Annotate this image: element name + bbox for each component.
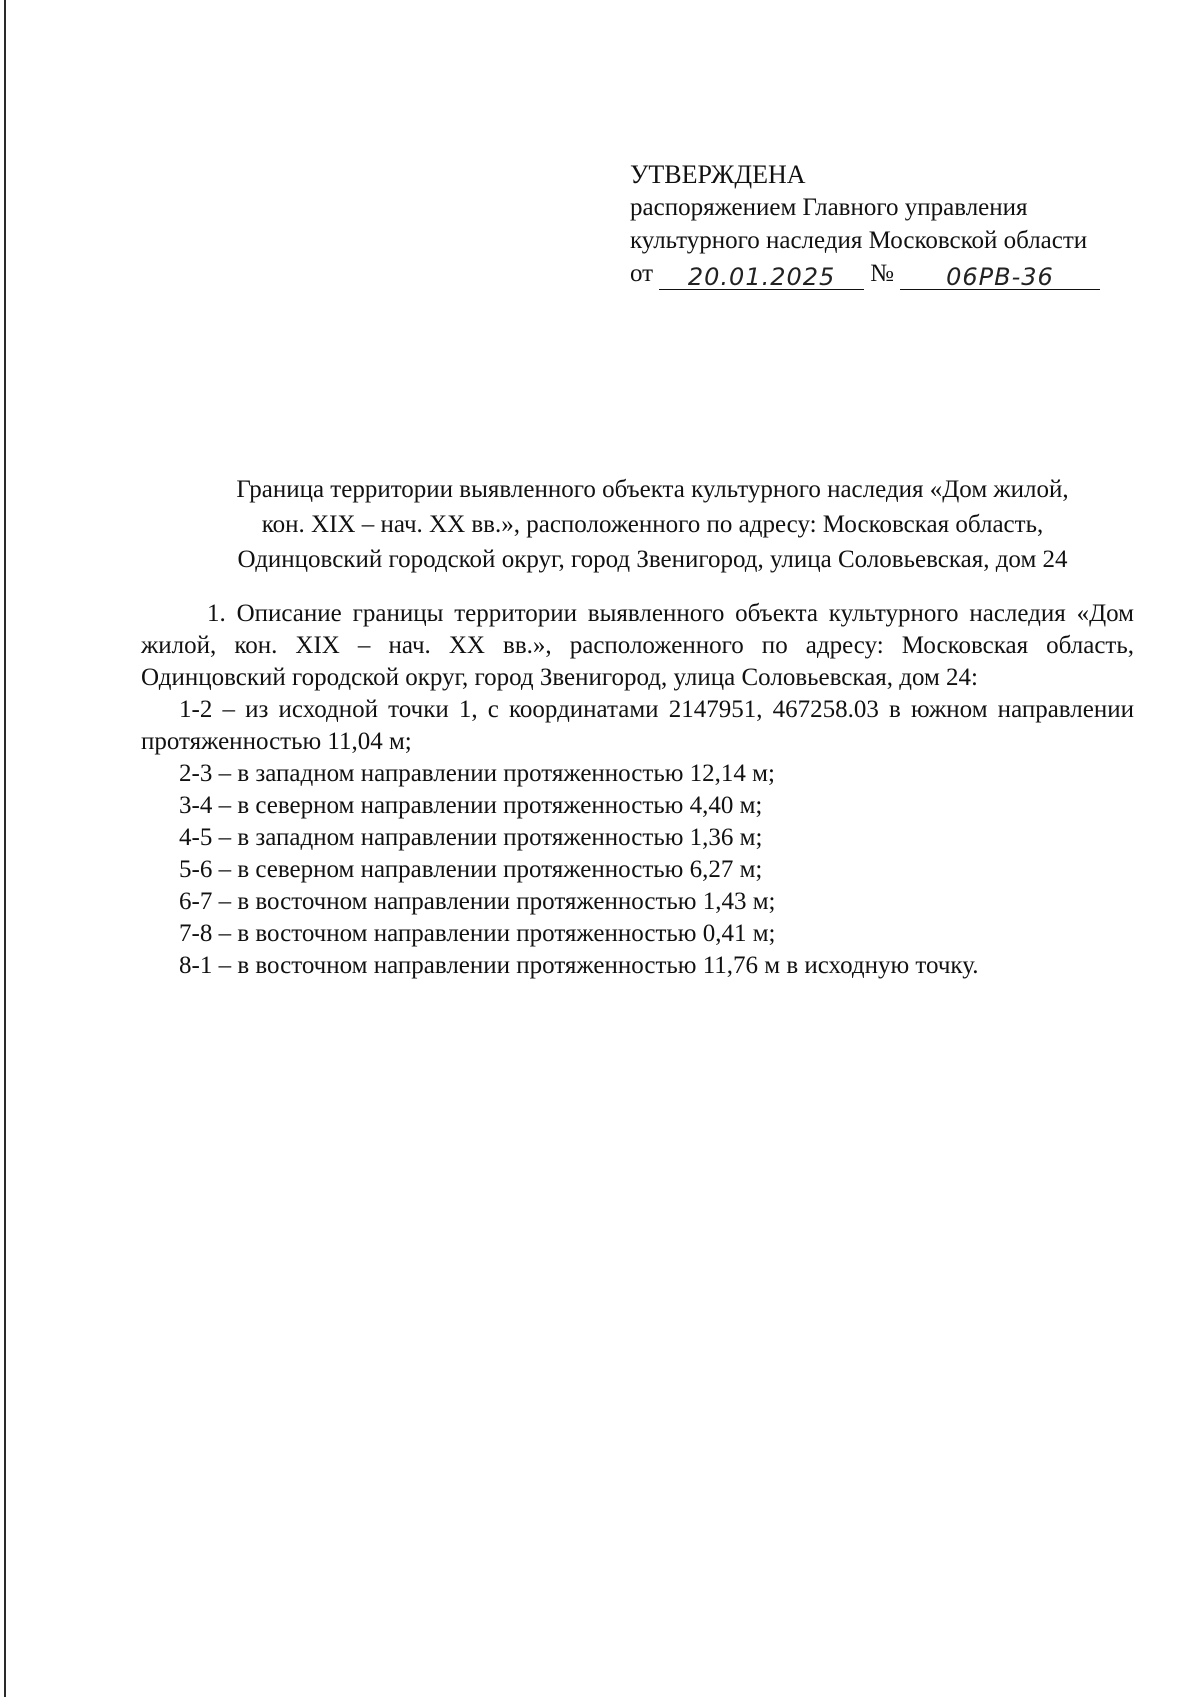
approval-date-number-row (630, 257, 1130, 290)
approval-line-2: культурного наследия Московской области (630, 227, 1088, 254)
segment-4-5: 4-5 – в западном направлении протяженностью 1,36 м; (179, 824, 763, 851)
segment-2-3: 2-3 – в западном направлении протяженностью 12,14 м; (179, 760, 775, 787)
heading-line-3: Одинцовский городской округ, город Звенигород, улица Соловьевская, дом 24 (237, 546, 1068, 573)
approval-line-1: распоряжением Главного управления (630, 194, 1028, 221)
approval-title: УТВЕРЖДЕНА (630, 160, 806, 189)
number-sign: № (870, 260, 894, 287)
scan-page-edge (4, 0, 6, 1697)
handwritten-date: 20.01.2025 (659, 259, 864, 290)
heading-line-1: Граница территории выявленного объекта культурного наследия «Дом жилой, (236, 476, 1069, 503)
segment-8-1: 8-1 – в восточном направлении протяженностью 11,76 м в исходную точку. (179, 952, 979, 979)
handwritten-number: 06РВ-36 (900, 259, 1100, 290)
segment-5-6: 5-6 – в северном направлении протяженностью 6,27 м; (179, 856, 763, 883)
description-intro: 1. Описание границы территории выявленного объекта культурного наследия «Дом жилой, кон. XIX – нач. XX вв.», расположенного по адресу: Московская область, Одинцовский городской округ, город Звенигород, улица Соловьевская, дом 24: (141, 600, 1134, 691)
segment-6-7: 6-7 – в восточном направлении протяженностью 1,43 м; (179, 888, 776, 915)
document-heading (170, 472, 1135, 577)
segment-1-2: 1-2 – из исходной точки 1, с координатами 2147951, 467258.03 в южном направлении протяженностью 11,04 м; (141, 696, 1134, 755)
boundary-description (141, 598, 1134, 982)
segment-3-4: 3-4 – в северном направлении протяженностью 4,40 м; (179, 792, 763, 819)
approval-block (630, 158, 1130, 290)
date-prefix: от (630, 260, 654, 287)
segment-7-8: 7-8 – в восточном направлении протяженностью 0,41 м; (179, 920, 776, 947)
heading-line-2: кон. XIX – нач. XX вв.», расположенного по адресу: Московская область, (261, 511, 1044, 538)
